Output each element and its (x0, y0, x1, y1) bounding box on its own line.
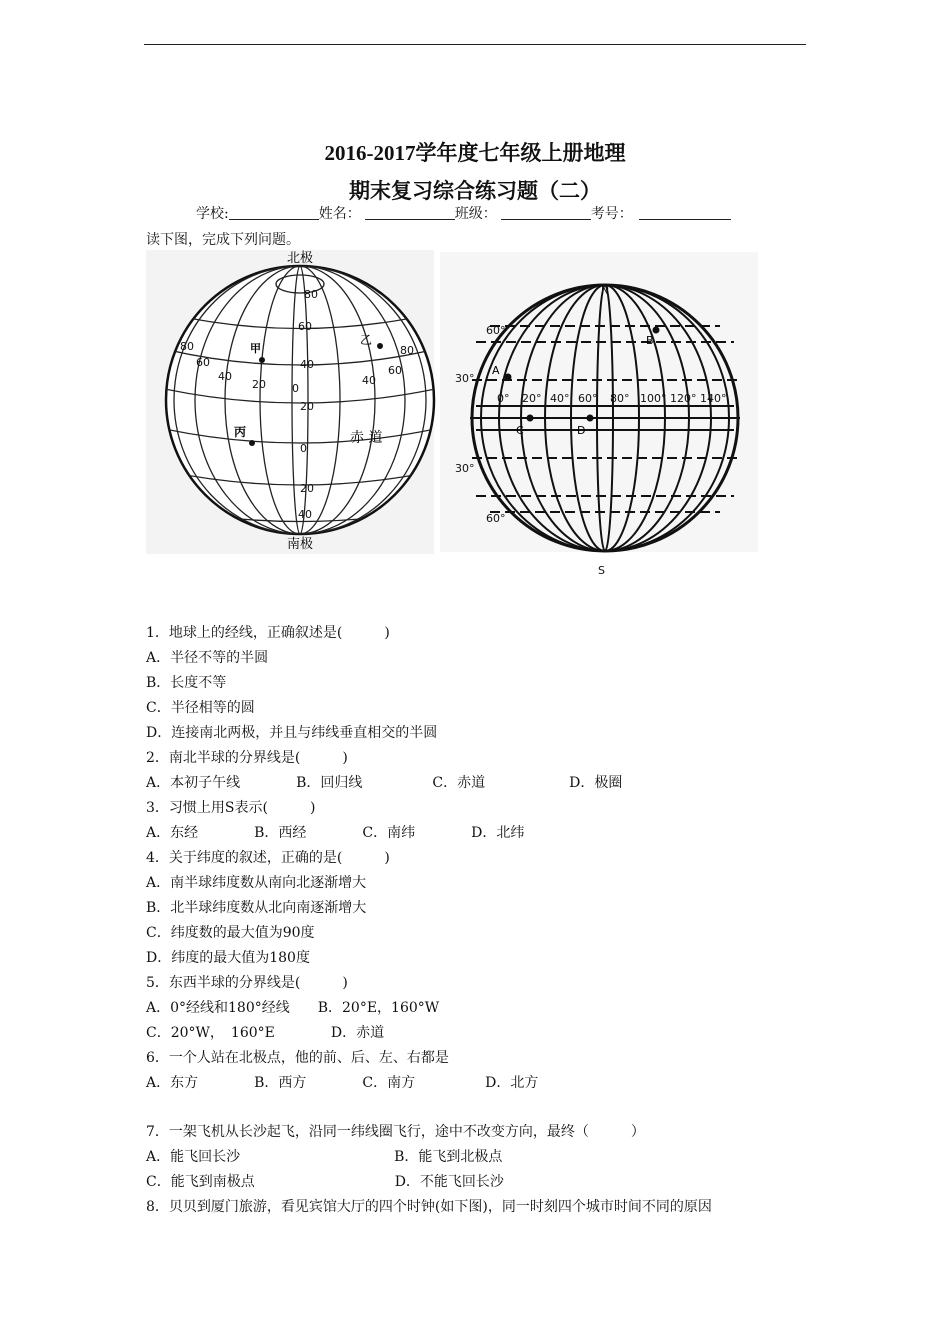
lat-label-40: 40 (300, 358, 314, 371)
equator-label: 赤 道 (350, 430, 383, 446)
point-b-label: B (646, 334, 654, 347)
question-4-option-d: D．纬度的最大值为180度 (146, 950, 310, 966)
point-d-dot (587, 415, 594, 422)
lon-label-w20: 20 (252, 378, 266, 391)
name-label: 姓名： (318, 206, 361, 222)
question-1-option-d: D．连接南北两极，并且与纬线垂直相交的半圆 (146, 725, 438, 741)
lon-60-label: 60° (578, 392, 598, 405)
question-2-stem: 2．南北半球的分界线是( ) (146, 750, 348, 766)
lat-label-40s: 40 (298, 508, 312, 521)
intro-text: 读下图，完成下列问题。 (146, 232, 300, 248)
lon-label-e40: 40 (362, 374, 376, 387)
lat-label-60: 60 (298, 320, 312, 333)
question-1-option-c: C．半径相等的圆 (146, 700, 255, 716)
question-4-option-a: A．南半球纬度数从南向北逐渐增大 (146, 875, 367, 891)
lon-140-label: 140° (700, 392, 727, 405)
school-label: 学校: (196, 206, 229, 222)
lon-label-w80: 80 (180, 340, 194, 353)
lon-0-label: 0° (497, 392, 510, 405)
lon-label-w60: 60 (196, 356, 210, 369)
globe-figure-right (0, 0, 950, 600)
question-7-options-cd: C．能飞到南极点 D．不能飞回长沙 (146, 1174, 504, 1190)
question-7-options-ab: A．能飞回长沙 B．能飞到北极点 (146, 1149, 503, 1165)
title-line-1: 2016-2017学年度七年级上册地理 (324, 141, 626, 165)
south-pole-label: 南极 (286, 537, 314, 552)
question-3-stem: 3．习惯上用S表示( ) (146, 800, 316, 816)
question-5-options-ab: A．0°经线和180°经线 B．20°E，160°W (146, 1000, 440, 1016)
lon-120-label: 120° (670, 392, 697, 405)
point-c-label: C (516, 424, 524, 437)
point-a-dot (505, 374, 512, 381)
lon-label-e80: 80 (400, 344, 414, 357)
question-4-option-b: B．北半球纬度数从北向南逐渐增大 (146, 900, 367, 916)
question-5-options-cd: C．20°W， 160°E D．赤道 (146, 1025, 385, 1041)
question-1-option-b: B．长度不等 (146, 675, 227, 691)
lat-30s-label: 30° (455, 462, 475, 475)
point-a-label: A (492, 364, 500, 377)
lon-80-label: 80° (610, 392, 630, 405)
title-line-2: 期末复习综合练习题（二） (349, 179, 601, 203)
question-6-stem: 6．一个人站在北极点，他的前、后、左、右都是 (146, 1050, 449, 1066)
lon-label-e60: 60 (388, 364, 402, 377)
question-1-stem: 1．地球上的经线，正确叙述是( ) (146, 625, 390, 641)
question-4-stem: 4．关于纬度的叙述，正确的是( ) (146, 850, 390, 866)
lat-label-20: 20 (300, 400, 314, 413)
lon-label-zero: 0 (292, 382, 299, 395)
exam-no-label: 考号： (590, 206, 633, 222)
lon-100-label: 100° (640, 392, 667, 405)
lon-40-label: 40° (550, 392, 570, 405)
point-bing-label: 丙 (234, 425, 247, 439)
question-1-option-a: A．半径不等的半圆 (146, 650, 269, 666)
point-jia-label: 甲 (250, 342, 261, 355)
lat-label-80: 80 (304, 288, 318, 301)
lat-label-20s: 20 (300, 482, 314, 495)
question-8-stem: 8．贝贝到厦门旅游，看见宾馆大厅的四个时钟(如下图)，同一时刻四个城市时间不同的原因 (146, 1199, 712, 1215)
point-b-dot (653, 327, 660, 334)
lat-30n-label: 30° (455, 372, 475, 385)
north-pole-label: 北极 (286, 251, 314, 266)
south-label: S (598, 564, 605, 577)
north-label: N (601, 284, 610, 297)
question-4-option-c: C．纬度数的最大值为90度 (146, 925, 315, 941)
point-d-label: D (577, 424, 586, 437)
question-6-options: A．东方 B．西方 C．南方 D．北方 (146, 1075, 539, 1091)
lat-label-0: 0 (300, 442, 307, 455)
class-label: 班级： (454, 206, 497, 222)
question-2-options: A．本初子午线 B．回归线 C．赤道 D．极圈 (146, 775, 623, 791)
point-c-dot (527, 415, 534, 422)
point-yi-label: 乙 (360, 333, 373, 347)
lon-20-label: 20° (522, 392, 542, 405)
lon-label-w40: 40 (218, 370, 232, 383)
lat-60n-label: 60° (486, 324, 506, 337)
question-3-options: A．东经 B．西经 C．南纬 D．北纬 (146, 825, 525, 841)
lat-60s-label: 60° (486, 512, 506, 525)
question-7-stem: 7．一架飞机从长沙起飞，沿同一纬线圈飞行，途中不改变方向，最终（ ） (146, 1124, 645, 1140)
question-5-stem: 5．东西半球的分界线是( ) (146, 975, 348, 991)
